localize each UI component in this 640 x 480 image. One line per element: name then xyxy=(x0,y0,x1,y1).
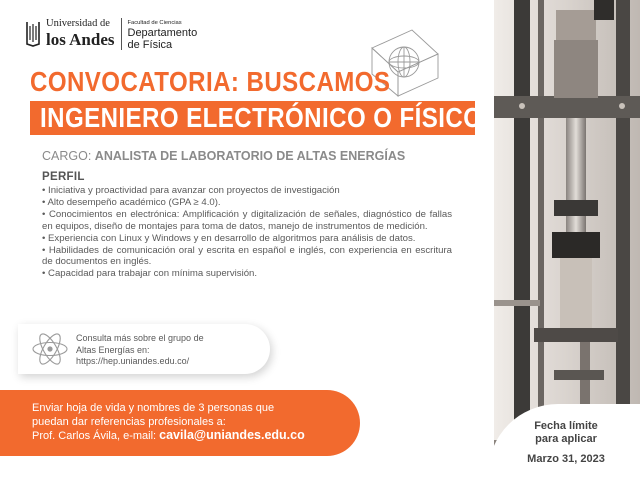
perfil-item: • Iniciativa y proactividad para avanzar con proyectos de investigación xyxy=(42,185,340,196)
atom-icon xyxy=(30,329,70,369)
cargo xyxy=(42,149,405,163)
perfil-heading: PERFIL xyxy=(42,171,85,183)
perfil-list xyxy=(42,185,452,280)
contact-line-1: Enviar hoja de vida y nombres de 3 personas que xyxy=(32,402,275,414)
logo-faculty: Facultad de Ciencias xyxy=(127,20,182,26)
logo-divider xyxy=(121,18,122,50)
university-logo xyxy=(24,18,197,51)
title-line-2 xyxy=(30,101,483,135)
info-url-link[interactable]: https://hep.uniandes.edu.co/ xyxy=(76,356,190,366)
title-line-1: CONVOCATORIA: BUSCAMOS xyxy=(30,66,391,97)
cargo-label: CARGO: xyxy=(42,149,92,163)
contact-text xyxy=(32,402,352,444)
contact-line-3 xyxy=(32,429,352,444)
perfil-item: • Habilidades de comunicación oral y escrita en español e inglés, con experiencia en escritura de documentos en inglés. xyxy=(42,244,452,268)
deadline-date: Marzo 31, 2023 xyxy=(527,453,605,465)
info-line-2: Altas Energías en: xyxy=(76,344,150,355)
logo-department: Departamento xyxy=(127,27,198,40)
perfil-item: • Experiencia con Linux y Windows y en desarrollo de algoritmos para análisis de datos. xyxy=(42,232,416,244)
info-text xyxy=(76,333,256,368)
logo-department-name: de Física xyxy=(127,38,173,51)
contact-prefix: Prof. Carlos Ávila, e-mail: xyxy=(32,430,157,442)
cargo-value: ANALISTA DE LABORATORIO DE ALTAS ENERGÍAS xyxy=(94,149,406,163)
title-line-2-text: INGENIERO ELECTRÓNICO O FÍSICO xyxy=(40,102,483,133)
contact-line-2: puedan dar referencias profesionales a: xyxy=(32,415,226,428)
perfil-item: • Conocimientos en electrónica: Amplificación y digitalización de señales, diagnóstico de fallas en equipos, diseño de montajes para toma de datos, manejo de instrumentos de medición. xyxy=(42,208,452,232)
uniandes-emblem-icon xyxy=(24,18,42,48)
perfil-item: • Capacidad para trabajar con mínima supervisión. xyxy=(42,268,258,280)
contact-email-link[interactable]: cavila@uniandes.edu.co xyxy=(159,428,305,442)
logo-univ-line2: los Andes xyxy=(46,29,115,49)
info-line-1: Consulta más sobre el grupo de xyxy=(76,333,204,343)
perfil-item: • Alto desempeño académico (GPA ≥ 4.0). xyxy=(42,196,221,208)
deadline-text xyxy=(500,420,632,466)
deadline-line-1: Fecha límite xyxy=(534,420,598,432)
logo-univ-line1: Universidad de xyxy=(46,18,110,29)
deadline-line-2: para aplicar xyxy=(535,433,597,445)
